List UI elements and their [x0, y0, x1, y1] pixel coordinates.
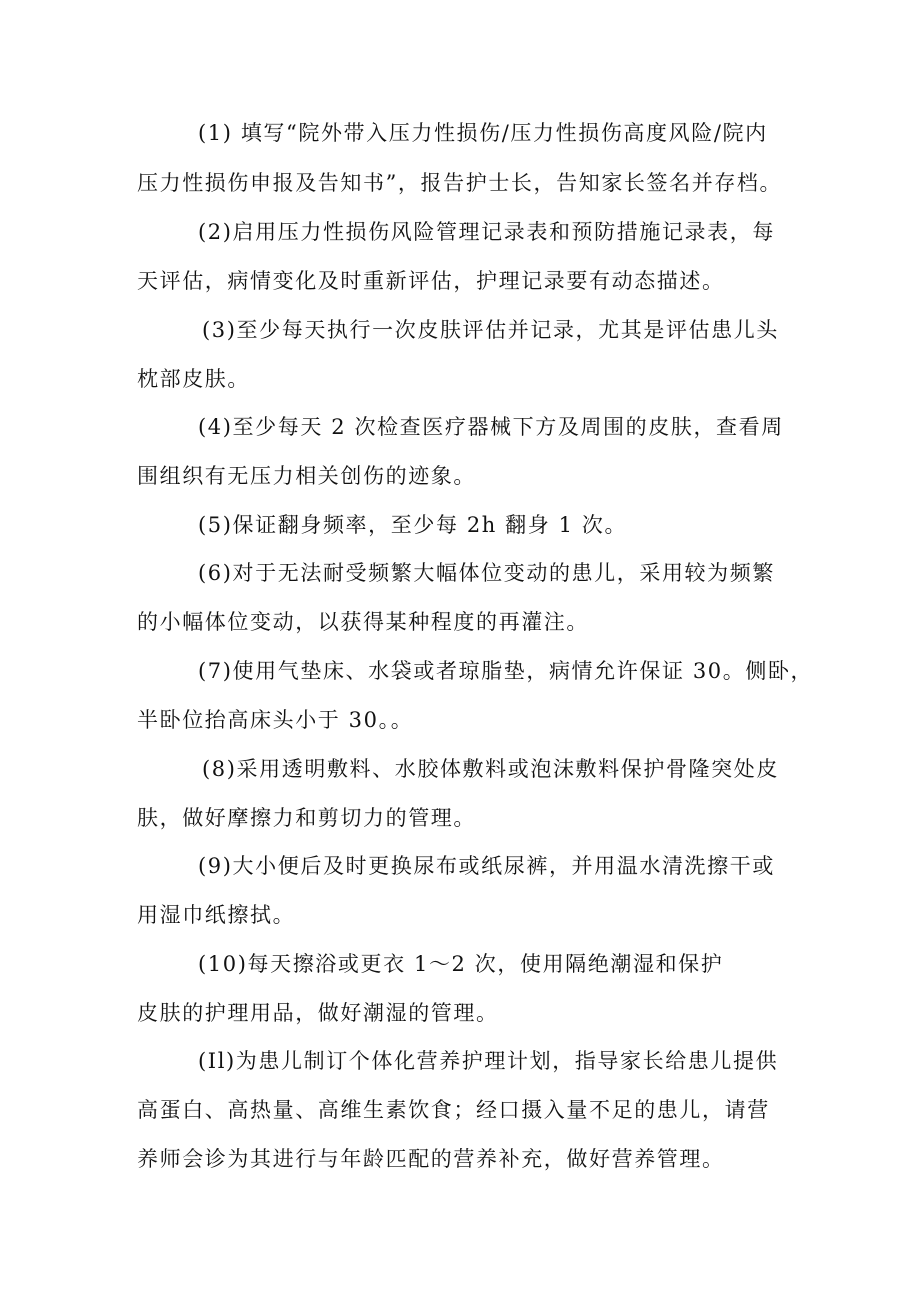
paragraph-line: (1) 填写“院外带入压力性损伤/压力性损伤高度风险/院内 [198, 121, 768, 145]
paragraph-line: 半卧位抬高床头小于 30。。 [137, 708, 414, 732]
paragraph-line: 肤，做好摩擦力和剪切力的管理。 [137, 806, 476, 830]
paragraph-line: (9)大小便后及时更换尿布或纸尿裤，并用温水清洗擦干或 [198, 854, 775, 878]
paragraph-line: 压力性损伤申报及告知书”，报告护士长，告知家长签名并存档。 [137, 171, 783, 195]
paragraph-line: 枕部皮肤。 [137, 367, 250, 391]
paragraph-line: (8)采用透明敷料、水胶体敷料或泡沫敷料保护骨隆突处皮 [202, 757, 779, 781]
paragraph-line: (2)启用压力性损伤风险管理记录表和预防措施记录表，每 [198, 220, 775, 244]
paragraph-line: 围组织有无压力相关创伤的迹象。 [137, 464, 476, 488]
paragraph-line: (7)使用气垫床、水袋或者琼脂垫，病情允许保证 30。侧卧， [198, 659, 814, 683]
paragraph-line: (Il)为患儿制订个体化营养护理计划，指导家长给患儿提供 [198, 1049, 779, 1073]
paragraph-line: (3)至少每天执行一次皮肤评估并记录，尤其是评估患儿头 [202, 318, 779, 342]
paragraph-line: 用湿巾纸擦拭。 [137, 903, 296, 927]
paragraph-line: (4)至少每天 2 次检查医疗器械下方及周围的皮肤，查看周 [198, 415, 784, 439]
paragraph-line: 的小幅体位变动，以获得某种程度的再灌注。 [137, 610, 589, 634]
paragraph-line: 高蛋白、高热量、高维生素饮食；经口摄入量不足的患儿，请营 [137, 1098, 770, 1122]
paragraph-line: 皮肤的护理用品，做好潮湿的管理。 [137, 1001, 499, 1025]
paragraph-line: (10)每天擦浴或更衣 1～2 次，使用隔绝潮湿和保护 [198, 952, 724, 976]
paragraph-line: (5)保证翻身频率，至少每 2h 翻身 1 次。 [198, 513, 628, 537]
paragraph-line: 天评估，病情变化及时重新评估，护理记录要有动态描述。 [137, 269, 725, 293]
paragraph-line: 养师会诊为其进行与年龄匹配的营养补充，做好营养管理。 [137, 1147, 725, 1171]
paragraph-line: (6)对于无法耐受频繁大幅体位变动的患儿，采用较为频繁 [198, 561, 775, 585]
